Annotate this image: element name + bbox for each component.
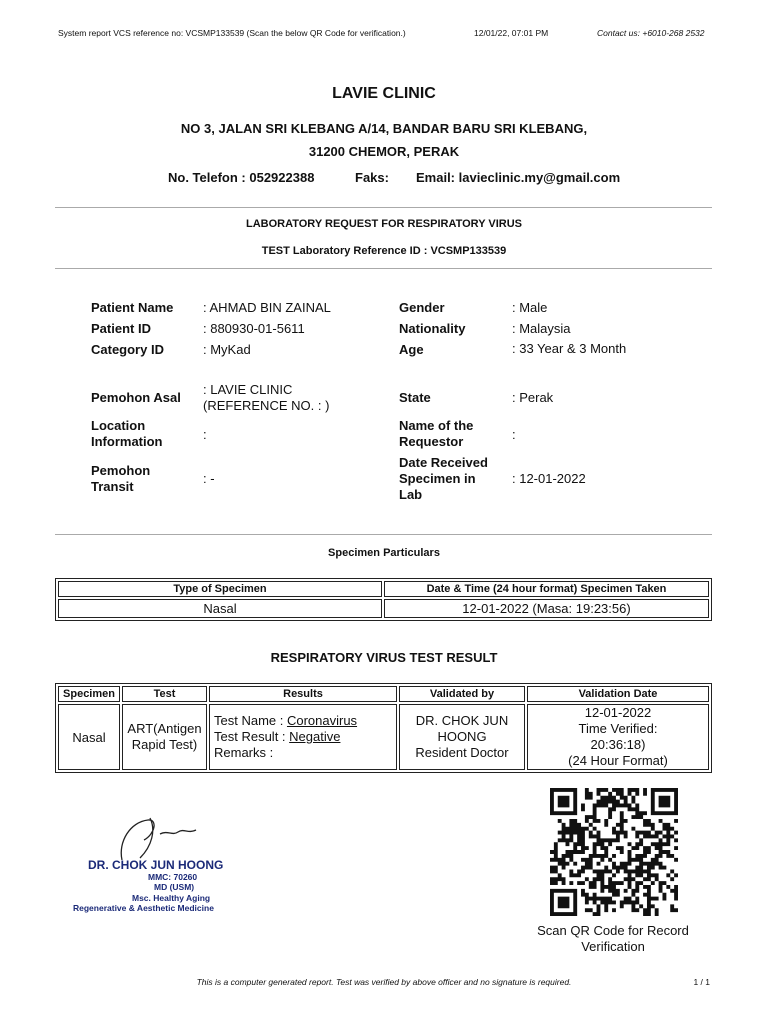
stamp-field: Regenerative & Aesthetic Medicine bbox=[73, 903, 214, 913]
stamp-name: DR. CHOK JUN HOONG bbox=[88, 858, 224, 872]
clinic-fax: Faks: bbox=[355, 170, 389, 185]
transit-label-2: Transit bbox=[91, 479, 134, 494]
qr-caption-line1: Scan QR Code for Record bbox=[537, 923, 689, 938]
pemohon-asal-reference: (REFERENCE NO. : ) bbox=[203, 398, 330, 413]
received-label-2: Specimen in bbox=[399, 471, 476, 486]
location-label-1: Location bbox=[91, 418, 146, 433]
category-id-value: : MyKad bbox=[203, 342, 251, 357]
specimen-datetime-header: Date & Time (24 hour format) Specimen Taken bbox=[384, 581, 709, 597]
requestor-label-2: Requestor bbox=[399, 434, 464, 449]
transit-value: : - bbox=[203, 471, 215, 486]
system-header bbox=[0, 28, 768, 40]
patient-name-value: : AHMAD BIN ZAINAL bbox=[203, 300, 331, 315]
pemohon-asal-value: : LAVIE CLINIC bbox=[203, 382, 293, 397]
divider-reference bbox=[55, 268, 712, 269]
specimen-type-value: Nasal bbox=[58, 599, 382, 618]
divider-patient bbox=[55, 534, 712, 535]
lab-reference-id: TEST Laboratory Reference ID : VCSMP133539 bbox=[261, 245, 507, 257]
validation-format: (24 Hour Format) bbox=[568, 753, 668, 768]
request-title: LABORATORY REQUEST FOR RESPIRATORY VIRUS bbox=[245, 218, 523, 230]
stamp-mmc: MMC: 70260 bbox=[148, 872, 198, 882]
location-value: : bbox=[203, 427, 207, 442]
contact-number: Contact us: +6010-268 2532 bbox=[597, 28, 705, 38]
location-label-2: Information bbox=[91, 434, 163, 449]
state-label: State bbox=[399, 390, 431, 405]
qr-caption bbox=[520, 923, 706, 955]
category-id-label: Category ID bbox=[91, 342, 164, 357]
received-value: : 12-01-2022 bbox=[512, 471, 586, 486]
validation-date: 12-01-2022 bbox=[584, 705, 652, 720]
result-header-validated-by: Validated by bbox=[399, 686, 525, 702]
test-name-value: Coronavirus bbox=[286, 713, 358, 728]
specimen-section-title: Specimen Particulars bbox=[328, 547, 440, 559]
nationality-value: : Malaysia bbox=[512, 321, 571, 336]
doctor-stamp bbox=[60, 812, 260, 922]
requestor-value: : bbox=[512, 427, 516, 442]
result-table bbox=[55, 683, 712, 773]
test-name-label: Test Name : bbox=[214, 713, 287, 728]
remarks-label: Remarks : bbox=[214, 745, 274, 760]
system-reference: System report VCS reference no: VCSMP133539 (Scan the below QR Code for verification.) bbox=[58, 28, 406, 38]
validator-line1: DR. CHOK JUN bbox=[415, 713, 509, 728]
state-value: : Perak bbox=[512, 390, 554, 405]
result-section-title: RESPIRATORY VIRUS TEST RESULT bbox=[270, 650, 498, 665]
result-header-specimen: Specimen bbox=[58, 686, 120, 702]
validation-time-label: Time Verified: bbox=[578, 721, 658, 736]
clinic-address-line2: 31200 CHEMOR, PERAK bbox=[308, 144, 460, 159]
stamp-md: MD (USM) bbox=[154, 882, 195, 892]
received-label-1: Date Received bbox=[399, 455, 488, 470]
result-specimen: Nasal bbox=[58, 704, 120, 770]
clinic-name: LAVIE CLINIC bbox=[332, 85, 436, 102]
clinic-email: Email: lavieclinic.my@gmail.com bbox=[416, 170, 621, 185]
specimen-type-header: Type of Specimen bbox=[58, 581, 382, 597]
result-header-results: Results bbox=[209, 686, 397, 702]
validation-time: 20:36:18) bbox=[590, 737, 646, 752]
test-result-label: Test Result : bbox=[214, 729, 290, 744]
validator-line2: HOONG bbox=[437, 729, 487, 744]
clinic-telephone: No. Telefon : 052922388 bbox=[168, 170, 315, 185]
page-number: 1 / 1 bbox=[693, 977, 710, 987]
report-datetime: 12/01/22, 07:01 PM bbox=[474, 28, 549, 38]
result-details bbox=[209, 704, 397, 770]
clinic-address-line1: NO 3, JALAN SRI KLEBANG A/14, BANDAR BARU SRI KLEBANG, bbox=[180, 121, 588, 136]
qr-caption-line2: Verification bbox=[581, 939, 645, 954]
divider-top bbox=[55, 207, 712, 208]
result-header-test: Test bbox=[122, 686, 207, 702]
result-test-line2: Rapid Test) bbox=[131, 737, 198, 752]
result-test-line1: ART(Antigen bbox=[127, 721, 202, 736]
age-label: Age bbox=[399, 342, 424, 357]
requestor-label-1: Name of the bbox=[399, 418, 474, 433]
specimen-datetime-value: 12-01-2022 (Masa: 19:23:56) bbox=[384, 599, 709, 618]
result-header-validation-date: Validation Date bbox=[527, 686, 709, 702]
nationality-label: Nationality bbox=[399, 321, 466, 336]
result-test bbox=[122, 704, 207, 770]
footer-note: This is a computer generated report. Test was verified by above officer and no signature is required. bbox=[196, 977, 572, 987]
patient-id-label: Patient ID bbox=[91, 321, 151, 336]
gender-label: Gender bbox=[399, 300, 445, 315]
result-validation-date bbox=[527, 704, 709, 770]
test-result-value: Negative bbox=[289, 729, 341, 744]
received-label-3: Lab bbox=[399, 487, 423, 502]
qr-code-icon bbox=[550, 788, 678, 916]
patient-name-label: Patient Name bbox=[91, 300, 174, 315]
specimen-table bbox=[55, 578, 712, 621]
stamp-msc: Msc. Healthy Aging bbox=[132, 893, 211, 903]
patient-id-value: : 880930-01-5611 bbox=[203, 321, 305, 336]
transit-label-1: Pemohon bbox=[91, 463, 151, 478]
gender-value: : Male bbox=[512, 300, 548, 315]
pemohon-asal-label: Pemohon Asal bbox=[91, 390, 181, 405]
age-value: : 33 Year & 3 Month bbox=[512, 341, 627, 356]
validator-role: Resident Doctor bbox=[415, 745, 509, 760]
result-validator bbox=[399, 704, 525, 770]
